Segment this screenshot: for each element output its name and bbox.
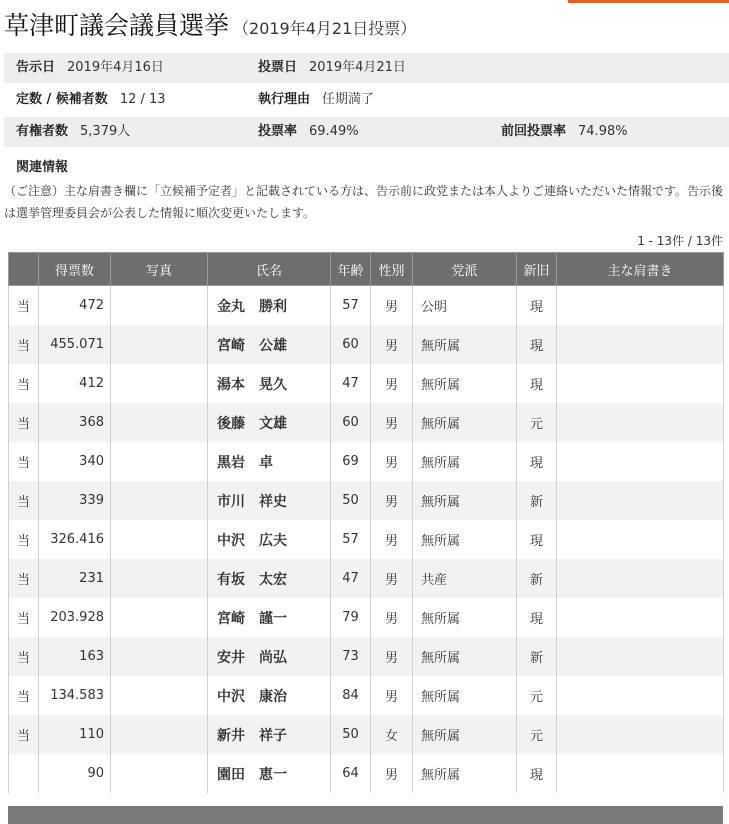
elected-mark: 当 [9, 325, 39, 364]
table-row [9, 403, 724, 442]
seats-value: 12 / 13 [119, 92, 166, 107]
votes-cell: 326.416 [39, 520, 111, 559]
col-header-sex: 性別 [371, 253, 413, 286]
candidate-name[interactable]: 金丸 勝利 [217, 298, 287, 315]
candidate-name-link [208, 325, 331, 364]
status-cell: 現 [517, 286, 557, 326]
age-cell: 64 [331, 754, 371, 793]
votes-cell: 339 [39, 481, 111, 520]
party-cell: 無所属 [413, 364, 517, 403]
title-cell [557, 286, 724, 326]
col-header-age: 年齢 [331, 253, 371, 286]
vote-date-value: 2019年4月21日 [309, 60, 406, 75]
elected-mark: 当 [9, 442, 39, 481]
party-cell: 無所属 [413, 442, 517, 481]
candidate-name[interactable]: 中沢 広夫 [217, 532, 287, 549]
status-cell: 現 [517, 325, 557, 364]
photo-cell [111, 637, 208, 676]
candidate-name[interactable]: 宮崎 公雄 [217, 337, 287, 354]
age-cell: 50 [331, 715, 371, 754]
turnout-label: 投票率 [258, 124, 298, 139]
candidate-name-link [208, 754, 331, 793]
votes-cell: 472 [39, 286, 111, 326]
candidate-name[interactable]: 湯本 晃久 [217, 376, 287, 393]
party-cell: 無所属 [413, 598, 517, 637]
status-cell: 現 [517, 754, 557, 793]
age-cell: 57 [331, 286, 371, 326]
table-row [9, 676, 724, 715]
candidate-name-link [208, 559, 331, 598]
candidate-name[interactable]: 市川 祥史 [217, 493, 287, 510]
title-cell [557, 481, 724, 520]
votes-cell: 231 [39, 559, 111, 598]
title-cell [557, 325, 724, 364]
prev-turnout-value: 74.98% [578, 124, 628, 139]
votes-cell: 163 [39, 637, 111, 676]
party-cell: 無所属 [413, 637, 517, 676]
status-cell: 新 [517, 559, 557, 598]
reason-label: 執行理由 [258, 92, 311, 107]
age-cell: 47 [331, 364, 371, 403]
candidate-name-link [208, 286, 331, 326]
candidate-name[interactable]: 黒岩 卓 [217, 454, 273, 471]
photo-cell [111, 520, 208, 559]
photo-cell [111, 286, 208, 326]
title-cell [557, 364, 724, 403]
votes-cell: 368 [39, 403, 111, 442]
candidate-name-link [208, 481, 331, 520]
election-date-subtitle: （2019年4月21日投票） [233, 19, 417, 38]
votes-cell: 455.071 [39, 325, 111, 364]
table-row [9, 442, 724, 481]
title-cell [557, 442, 724, 481]
photo-cell [111, 481, 208, 520]
elected-mark: 当 [9, 481, 39, 520]
prev-turnout-label: 前回投票率 [501, 124, 567, 139]
title-cell [557, 715, 724, 754]
age-cell: 79 [331, 598, 371, 637]
party-cell: 無所属 [413, 715, 517, 754]
photo-cell [111, 364, 208, 403]
title-cell [557, 598, 724, 637]
party-cell: 無所属 [413, 676, 517, 715]
photo-cell [111, 559, 208, 598]
party-cell: 無所属 [413, 520, 517, 559]
col-header-status: 新旧 [517, 253, 557, 286]
party-cell: 公明 [413, 286, 517, 326]
turnout-value: 69.49% [309, 124, 359, 139]
election-title: 草津町議会議員選挙 [4, 11, 230, 40]
sex-cell: 女 [371, 715, 413, 754]
table-row [9, 520, 724, 559]
table-row [9, 559, 724, 598]
photo-cell [111, 754, 208, 793]
status-cell: 元 [517, 715, 557, 754]
col-header-votes: 得票数 [39, 253, 111, 286]
candidate-name-link [208, 598, 331, 637]
status-cell: 新 [517, 481, 557, 520]
table-row [9, 364, 724, 403]
candidate-name-link [208, 676, 331, 715]
candidate-name-link [208, 403, 331, 442]
col-header-party: 党派 [413, 253, 517, 286]
title-cell [557, 676, 724, 715]
table-header-row [9, 253, 724, 286]
candidate-name-link [208, 364, 331, 403]
candidate-name[interactable]: 後藤 文雄 [217, 415, 287, 432]
voters-value: 5,379人 [80, 124, 131, 139]
candidate-name[interactable]: 安井 尚弘 [217, 649, 287, 666]
table-row [9, 598, 724, 637]
sex-cell: 男 [371, 286, 413, 326]
photo-cell [111, 715, 208, 754]
title-cell [557, 559, 724, 598]
candidate-name-link [208, 520, 331, 559]
reason-value: 任期満了 [322, 92, 375, 107]
votes-cell: 90 [39, 754, 111, 793]
age-cell: 69 [331, 442, 371, 481]
photo-cell [111, 442, 208, 481]
elected-mark: 当 [9, 676, 39, 715]
party-cell: 無所属 [413, 481, 517, 520]
status-cell: 現 [517, 598, 557, 637]
table-row [9, 325, 724, 364]
party-cell: 無所属 [413, 754, 517, 793]
age-cell: 84 [331, 676, 371, 715]
table-row [9, 481, 724, 520]
age-cell: 73 [331, 637, 371, 676]
top-accent-bar [568, 0, 729, 3]
votes-cell: 134.583 [39, 676, 111, 715]
title-cell [557, 403, 724, 442]
elected-mark: 当 [9, 520, 39, 559]
elected-mark: 当 [9, 598, 39, 637]
status-cell: 元 [517, 403, 557, 442]
status-cell: 現 [517, 520, 557, 559]
sex-cell: 男 [371, 325, 413, 364]
info-row-seats [4, 85, 729, 115]
candidate-name[interactable]: 宮崎 謹一 [217, 610, 287, 627]
title-cell [557, 520, 724, 559]
sex-cell: 男 [371, 520, 413, 559]
votes-cell: 412 [39, 364, 111, 403]
candidates-table [8, 252, 724, 793]
photo-cell [111, 598, 208, 637]
info-row-turnout [4, 117, 729, 147]
sex-cell: 男 [371, 364, 413, 403]
candidate-name[interactable]: 有坂 太宏 [217, 571, 287, 588]
title-cell [557, 637, 724, 676]
status-cell: 元 [517, 676, 557, 715]
vote-date-label: 投票日 [258, 60, 298, 75]
notice-date-label: 告示日 [16, 60, 56, 75]
sex-cell: 男 [371, 559, 413, 598]
table-footer-bar [8, 806, 723, 824]
status-cell: 新 [517, 637, 557, 676]
sex-cell: 男 [371, 598, 413, 637]
sex-cell: 男 [371, 442, 413, 481]
candidate-name[interactable]: 園田 恵一 [217, 766, 287, 783]
sex-cell: 男 [371, 676, 413, 715]
age-cell: 60 [331, 403, 371, 442]
related-info-link[interactable]: 関連情報 [16, 160, 69, 175]
party-cell: 無所属 [413, 403, 517, 442]
candidate-name-link [208, 715, 331, 754]
table-row [9, 715, 724, 754]
voters-label: 有権者数 [16, 124, 69, 139]
votes-cell: 340 [39, 442, 111, 481]
col-header-elected [9, 253, 39, 286]
table-row [9, 637, 724, 676]
sex-cell: 男 [371, 754, 413, 793]
candidate-name-link [208, 442, 331, 481]
result-count: 1 - 13件 / 13件 [637, 234, 723, 248]
sex-cell: 男 [371, 403, 413, 442]
sex-cell: 男 [371, 481, 413, 520]
col-header-title: 主な肩書き [557, 253, 724, 286]
candidate-name[interactable]: 中沢 康治 [217, 688, 287, 705]
table-row [9, 754, 724, 793]
col-header-name: 氏名 [208, 253, 331, 286]
age-cell: 57 [331, 520, 371, 559]
elected-mark: 当 [9, 286, 39, 326]
elected-mark: 当 [9, 637, 39, 676]
votes-cell: 110 [39, 715, 111, 754]
party-cell: 無所属 [413, 325, 517, 364]
photo-cell [111, 403, 208, 442]
votes-cell: 203.928 [39, 598, 111, 637]
photo-cell [111, 676, 208, 715]
table-row [9, 286, 724, 326]
notice-date-value: 2019年4月16日 [67, 60, 164, 75]
notice-text: （ご注意）主な肩書き欄に「立候補予定者」と記載されている方は、告示前に政党または本人よりご連絡いただいた情報です。告示後は選挙管理委員会が公表した情報に順次変更いたします。 [4, 184, 724, 220]
status-cell: 現 [517, 442, 557, 481]
seats-label: 定数 / 候補者数 [16, 92, 108, 107]
page-title [4, 6, 416, 42]
age-cell: 60 [331, 325, 371, 364]
elected-mark: 当 [9, 715, 39, 754]
age-cell: 50 [331, 481, 371, 520]
sex-cell: 男 [371, 637, 413, 676]
elected-mark: 当 [9, 559, 39, 598]
candidate-name[interactable]: 新井 祥子 [217, 727, 287, 744]
photo-cell [111, 325, 208, 364]
elected-mark: 当 [9, 364, 39, 403]
candidate-name-link [208, 637, 331, 676]
age-cell: 47 [331, 559, 371, 598]
col-header-photo: 写真 [111, 253, 208, 286]
elected-mark [9, 754, 39, 793]
info-row-dates [4, 53, 729, 83]
elected-mark: 当 [9, 403, 39, 442]
party-cell: 共産 [413, 559, 517, 598]
status-cell: 現 [517, 364, 557, 403]
title-cell [557, 754, 724, 793]
